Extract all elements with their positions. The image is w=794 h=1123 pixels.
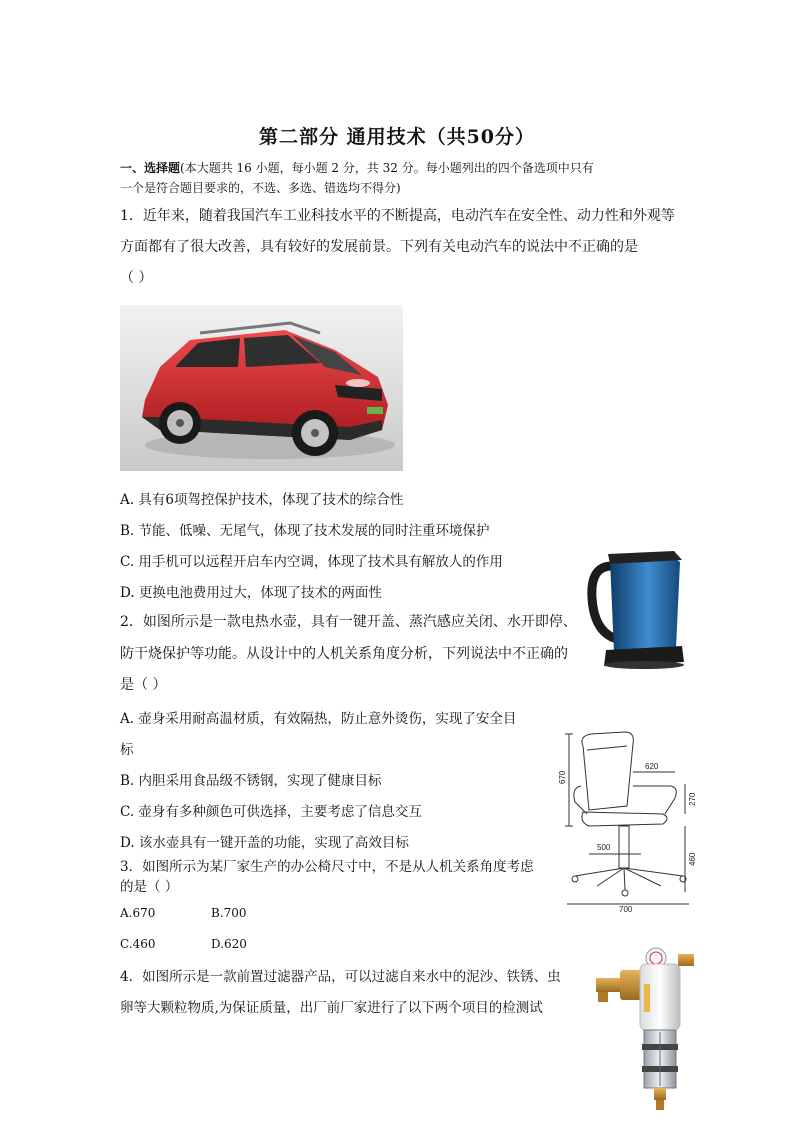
q2-option-b: B. 内胆采用食品级不锈钢，实现了健康目标 bbox=[120, 773, 382, 789]
office-chair-diagram bbox=[553, 726, 703, 912]
dim-620: 620 bbox=[645, 762, 659, 771]
q3-option-c: C.460 bbox=[120, 937, 156, 951]
q1-stem-line3: （ ） bbox=[120, 270, 153, 286]
page-title: 第二部分 通用技术（共50分） bbox=[258, 126, 536, 148]
dim-670: 670 bbox=[558, 770, 567, 784]
q3-stem-line1: 3．如图所示为某厂家生产的办公椅尺寸中，不是从人机关系角度考虑 bbox=[120, 859, 534, 875]
q1-stem-line1: 1．近年来，随着我国汽车工业科技水平的不断提高，电动汽车在安全性、动力性和外观等 bbox=[120, 208, 675, 224]
q4-stem-line1: 4．如图所示是一款前置过滤器产品，可以过滤自来水中的泥沙、铁锈、虫 bbox=[120, 969, 561, 985]
q2-option-a-line2: 标 bbox=[120, 742, 134, 758]
q1-option-b: B. 节能、低噪、无尾气，体现了技术发展的同时注重环境保护 bbox=[120, 523, 490, 539]
q1-option-a: A. 具有6项驾控保护技术，体现了技术的综合性 bbox=[120, 492, 404, 508]
prefilter-image bbox=[592, 944, 696, 1114]
q2-stem-line3: 是（ ） bbox=[120, 677, 167, 693]
q1-option-d: D. 更换电池费用过大，体现了技术的两面性 bbox=[120, 585, 382, 601]
kettle-image bbox=[584, 548, 694, 672]
dim-500: 500 bbox=[597, 843, 611, 852]
section-heading: 一、选择题 bbox=[120, 161, 181, 175]
dim-270: 270 bbox=[688, 792, 697, 806]
q1-stem-line2: 方面都有了很大改善，具有较好的发展前景。下列有关电动汽车的说法中不正确的是 bbox=[120, 239, 638, 255]
q3-stem-line2: 的是（ ） bbox=[120, 879, 179, 895]
section-note-2: 一个是符合题目要求的，不选、多选、错选均不得分) bbox=[120, 181, 401, 195]
q1-option-c: C. 用手机可以远程开启车内空调，体现了技术具有解放人的作用 bbox=[120, 554, 503, 570]
q2-stem-line1: 2．如图所示是一款电热水壶，具有一键开盖、蒸汽感应关闭、水开即停、 bbox=[120, 614, 577, 630]
q2-option-d: D. 该水壶具有一键开盖的功能，实现了高效目标 bbox=[120, 835, 409, 851]
dim-460: 460 bbox=[688, 852, 697, 866]
section-header bbox=[120, 158, 690, 198]
section-note-1: (本大题共 16 小题，每小题 2 分，共 32 分。每小题列出的四个备选项中只有 bbox=[180, 161, 594, 175]
q3-option-d: D.620 bbox=[211, 937, 247, 951]
car-image bbox=[120, 305, 403, 471]
q3-option-b: B.700 bbox=[211, 906, 247, 920]
q3-option-a: A.670 bbox=[120, 906, 156, 920]
q2-option-c: C. 壶身有多种颜色可供选择，主要考虑了信息交互 bbox=[120, 804, 422, 820]
q4-stem-line2: 卵等大颗粒物质,为保证质量，出厂前厂家进行了以下两个项目的检测试 bbox=[120, 1000, 543, 1016]
dim-700: 700 bbox=[619, 905, 633, 912]
q2-stem-line2: 防干烧保护等功能。从设计中的人机关系角度分析，下列说法中不正确的 bbox=[120, 646, 568, 662]
q2-option-a-line1: A. 壶身采用耐高温材质，有效隔热，防止意外烫伤，实现了安全目 bbox=[120, 711, 517, 727]
